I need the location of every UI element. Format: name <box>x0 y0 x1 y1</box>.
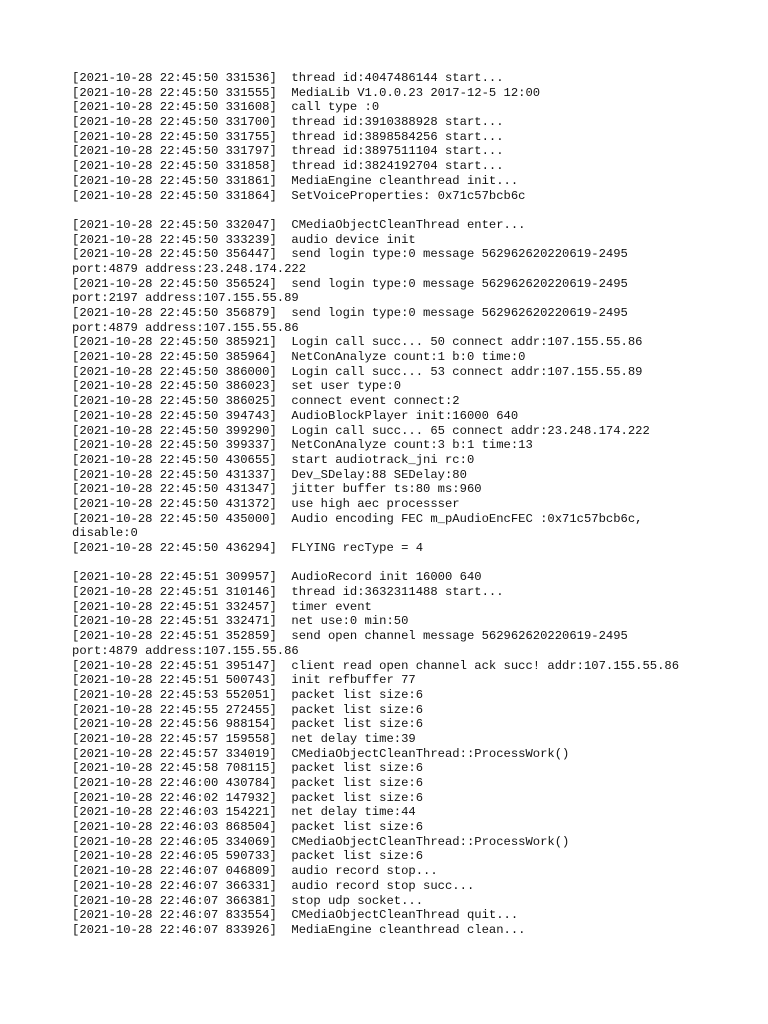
log-line: [2021-10-28 22:45:50 356524] send login type:0 message 562962620220619-2495 <box>72 276 628 291</box>
log-line: port:2197 address:107.155.55.89 <box>72 291 299 306</box>
log-line: [2021-10-28 22:45:50 332047] CMediaObjectCleanThread enter... <box>72 217 526 232</box>
log-line: [2021-10-28 22:45:56 988154] packet list size:6 <box>72 717 424 732</box>
log-line: [2021-10-28 22:45:57 159558] net delay time:39 <box>72 731 416 746</box>
log-line: [2021-10-28 22:45:50 430655] start audiotrack_jni rc:0 <box>72 452 475 467</box>
log-line: port:4879 address:23.248.174.222 <box>72 261 307 276</box>
log-line: [2021-10-28 22:45:50 331755] thread id:3898584256 start... <box>72 129 504 144</box>
log-line: [2021-10-28 22:45:50 331861] MediaEngine cleanthread init... <box>72 173 519 188</box>
log-line: [2021-10-28 22:46:03 154221] net delay time:44 <box>72 805 416 820</box>
log-line: [2021-10-28 22:45:51 352859] send open channel message 562962620220619-2495 <box>72 629 628 644</box>
log-line: [2021-10-28 22:45:50 386025] connect event connect:2 <box>72 394 460 409</box>
log-line: [2021-10-28 22:46:03 868504] packet list size:6 <box>72 820 424 835</box>
log-line: [2021-10-28 22:46:07 833926] MediaEngine cleanthread clean... <box>72 922 526 937</box>
log-line: [2021-10-28 22:45:50 386000] Login call succ... 53 connect addr:107.155.55.89 <box>72 364 643 379</box>
log-line: [2021-10-28 22:45:50 331555] MediaLib V1.0.0.23 2017-12-5 12:00 <box>72 85 541 100</box>
log-line: [2021-10-28 22:45:50 331797] thread id:3897511104 start... <box>72 144 504 159</box>
log-line: [2021-10-28 22:45:50 385964] NetConAnalyze count:1 b:0 time:0 <box>72 350 526 365</box>
log-line: [2021-10-28 22:45:50 436294] FLYING recType = 4 <box>72 541 424 555</box>
log-line: [2021-10-28 22:45:50 431337] Dev_SDelay:88 SEDelay:80 <box>72 467 467 482</box>
log-line: [2021-10-28 22:45:50 431372] use high aec processser <box>72 496 460 511</box>
log-line: [2021-10-28 22:45:51 332471] net use:0 min:50 <box>72 614 409 629</box>
blank-line <box>72 556 752 571</box>
log-line: [2021-10-28 22:45:50 386023] set user type:0 <box>72 379 402 394</box>
log-line: [2021-10-28 22:45:58 708115] packet list size:6 <box>72 761 424 776</box>
log-line: [2021-10-28 22:45:50 399337] NetConAnalyze count:3 b:1 time:13 <box>72 438 533 453</box>
log-line: [2021-10-28 22:46:07 366381] stop udp socket... <box>72 893 424 908</box>
log-line: [2021-10-28 22:45:50 331608] call type :0 <box>72 100 380 115</box>
log-line: [2021-10-28 22:46:00 430784] packet list size:6 <box>72 776 424 790</box>
log-line: [2021-10-28 22:45:50 399290] Login call succ... 65 connect addr:23.248.174.222 <box>72 423 650 438</box>
log-line: [2021-10-28 22:46:05 590733] packet list size:6 <box>72 849 424 864</box>
log-line: [2021-10-28 22:46:05 334069] CMediaObjectCleanThread::ProcessWork() <box>72 834 570 849</box>
log-line: [2021-10-28 22:45:50 331536] thread id:4047486144 start... <box>72 71 504 85</box>
blank-line <box>72 203 752 218</box>
log-line: [2021-10-28 22:45:50 331864] SetVoiceProperties: 0x71c57bcb6c <box>72 188 526 203</box>
log-line: port:4879 address:107.155.55.86 <box>72 320 299 335</box>
log-line: [2021-10-28 22:46:07 366331] audio record stop succ... <box>72 878 475 893</box>
log-line: [2021-10-28 22:45:51 310146] thread id:3632311488 start... <box>72 585 504 600</box>
log-line: [2021-10-28 22:45:50 394743] AudioBlockPlayer init:16000 640 <box>72 408 519 423</box>
log-line: port:4879 address:107.155.55.86 <box>72 643 299 658</box>
log-line: [2021-10-28 22:45:51 332457] timer event <box>72 599 372 614</box>
log-line: [2021-10-28 22:45:50 435000] Audio encoding FEC m_pAudioEncFEC :0x71c57bcb6c, <box>72 511 643 526</box>
log-line: [2021-10-28 22:45:50 431347] jitter buffer ts:80 ms:960 <box>72 482 482 497</box>
log-line: [2021-10-28 22:46:02 147932] packet list size:6 <box>72 790 424 805</box>
log-line: [2021-10-28 22:45:50 356447] send login type:0 message 562962620220619-2495 <box>72 247 628 262</box>
log-line: [2021-10-28 22:45:50 331858] thread id:3824192704 start... <box>72 159 504 174</box>
log-line: [2021-10-28 22:45:50 356879] send login type:0 message 562962620220619-2495 <box>72 306 628 320</box>
log-line: [2021-10-28 22:45:50 333239] audio device init <box>72 232 416 247</box>
log-line: disable:0 <box>72 526 138 541</box>
log-line: [2021-10-28 22:46:07 046809] audio record stop... <box>72 864 438 879</box>
log-line: [2021-10-28 22:45:51 395147] client read open channel ack succ! addr:107.155.55.86 <box>72 658 680 673</box>
log-text-block <box>72 71 752 938</box>
log-line: [2021-10-28 22:45:50 331700] thread id:3910388928 start... <box>72 115 504 130</box>
log-line: [2021-10-28 22:45:55 272455] packet list size:6 <box>72 702 424 717</box>
log-line: [2021-10-28 22:46:07 833554] CMediaObjectCleanThread quit... <box>72 908 519 923</box>
log-line: [2021-10-28 22:45:50 385921] Login call succ... 50 connect addr:107.155.55.86 <box>72 335 643 350</box>
log-line: [2021-10-28 22:45:53 552051] packet list size:6 <box>72 687 424 702</box>
log-line: [2021-10-28 22:45:57 334019] CMediaObjectCleanThread::ProcessWork() <box>72 746 570 761</box>
log-line: [2021-10-28 22:45:51 309957] AudioRecord init 16000 640 <box>72 570 482 585</box>
log-line: [2021-10-28 22:45:51 500743] init refbuffer 77 <box>72 673 416 688</box>
